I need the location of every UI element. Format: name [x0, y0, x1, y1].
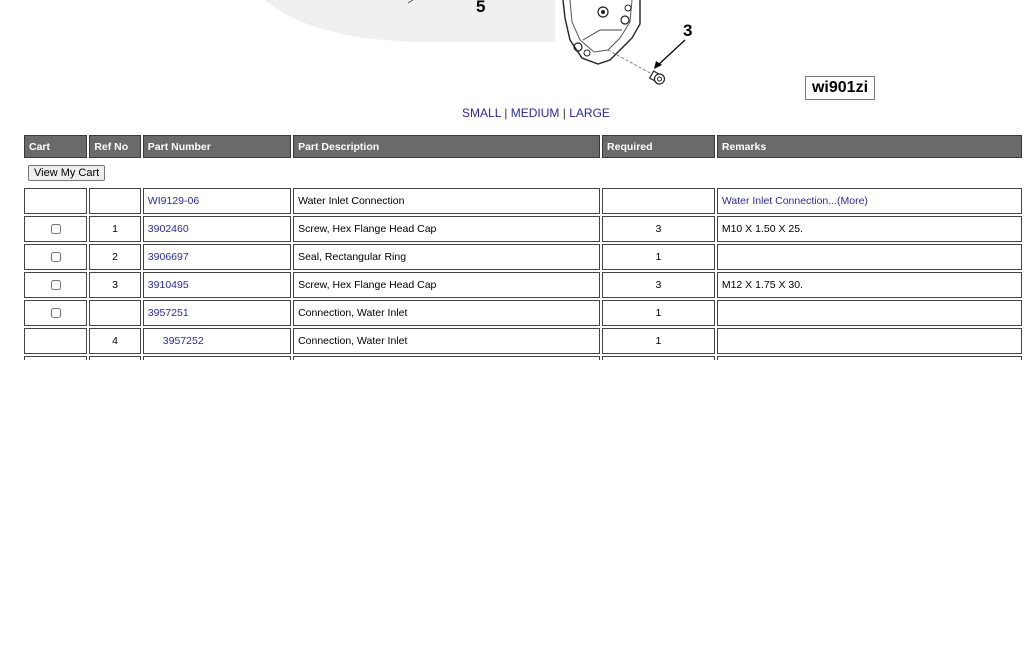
description-cell: Screw, Hex Flange Head Cap: [293, 216, 600, 242]
remarks-cell: M10 X 1.50 X 25.: [717, 216, 1022, 242]
view-my-cart-button[interactable]: View My Cart: [28, 165, 105, 181]
size-medium-link[interactable]: MEDIUM: [510, 106, 560, 120]
cart-cell: [24, 272, 87, 298]
size-separator: |: [562, 106, 566, 120]
remarks-cell: [717, 188, 1022, 214]
part-number-link[interactable]: 3906697: [147, 251, 189, 263]
image-size-links: [0, 106, 1024, 120]
group-row: [24, 188, 1022, 214]
add-to-cart-checkbox[interactable]: [51, 308, 61, 318]
description-cell: Connection, Water Inlet: [293, 328, 600, 354]
ref-cell: 4: [89, 328, 140, 354]
ref-cell: 2: [89, 244, 140, 270]
col-header-ref-no: Ref No: [89, 135, 140, 158]
illustration-id: wi901zi: [805, 76, 875, 100]
callout-label-5: 5: [476, 0, 486, 16]
table-row: [24, 328, 1022, 354]
col-header-part-description: Part Description: [293, 135, 600, 158]
part-number-link[interactable]: 3957251: [147, 307, 189, 319]
part-number-cell: [143, 272, 291, 298]
cart-cell: [24, 216, 87, 242]
cart-cell: [24, 328, 87, 354]
col-header-part-number: Part Number: [143, 135, 291, 158]
part-number-cell: [143, 328, 291, 354]
remarks-cell: [717, 300, 1022, 326]
view-cart-row: [24, 160, 1022, 186]
cart-cell: [24, 244, 87, 270]
description-cell: Water Inlet Connection: [293, 188, 600, 214]
part-number-cell: [143, 188, 291, 214]
parts-diagram: [0, 0, 1024, 105]
description-cell: Screw, Hex Flange Head Cap: [293, 272, 600, 298]
description-cell: Connection, Water Inlet: [293, 300, 600, 326]
table-row: [24, 272, 1022, 298]
required-cell: 1: [602, 300, 715, 326]
description-cell: Seal, Rectangular Ring: [293, 244, 600, 270]
table-row: [24, 216, 1022, 242]
ref-cell: [89, 300, 140, 326]
cart-cell: [24, 188, 87, 214]
table-row: [24, 300, 1022, 326]
part-number-cell: [143, 300, 291, 326]
remarks-cell: M12 X 1.75 X 30.: [717, 272, 1022, 298]
part-number-link[interactable]: 3902460: [147, 223, 189, 235]
ref-cell: 1: [89, 216, 140, 242]
required-cell: 3: [602, 272, 715, 298]
table-row-cutoff: [24, 356, 1022, 360]
add-to-cart-checkbox[interactable]: [51, 252, 61, 262]
table-header-row: [24, 135, 1022, 158]
col-header-required: Required: [602, 135, 715, 158]
remarks-cell: [717, 244, 1022, 270]
col-header-remarks: Remarks: [717, 135, 1022, 158]
size-small-link[interactable]: SMALL: [462, 106, 501, 120]
part-number-cell: [143, 216, 291, 242]
ref-cell: 3: [89, 272, 140, 298]
required-cell: [602, 188, 715, 214]
ref-cell: [89, 188, 140, 214]
callout-label-3: 3: [683, 21, 693, 40]
add-to-cart-checkbox[interactable]: [51, 280, 61, 290]
part-number-cell: [143, 244, 291, 270]
remarks-more-link[interactable]: Water Inlet Connection...(More): [721, 195, 868, 207]
size-separator: |: [504, 106, 508, 120]
required-cell: 1: [602, 244, 715, 270]
required-cell: 1: [602, 328, 715, 354]
add-to-cart-checkbox[interactable]: [51, 224, 61, 234]
parts-table: [22, 133, 1024, 362]
size-large-link[interactable]: LARGE: [569, 106, 610, 120]
col-header-cart: Cart: [24, 135, 87, 158]
part-number-link[interactable]: 3957252: [162, 335, 204, 347]
remarks-cell: [717, 328, 1022, 354]
part-number-link[interactable]: 3910495: [147, 279, 189, 291]
cart-cell: [24, 300, 87, 326]
table-row: [24, 244, 1022, 270]
group-part-number-link[interactable]: WI9129-06: [147, 195, 200, 207]
required-cell: 3: [602, 216, 715, 242]
